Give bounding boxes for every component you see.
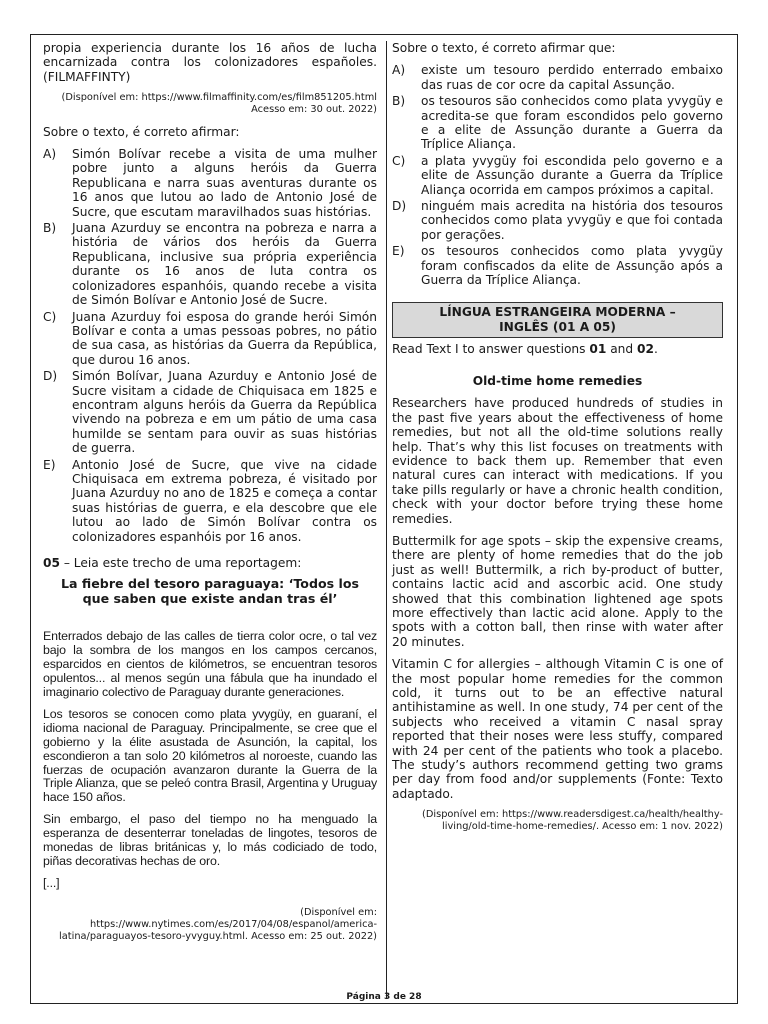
option-c[interactable]: C) a plata yvygüy foi escondida pelo governo e a elite de Assunção durante a Guerra da Tríplice Aliança ocorrida em campos próximos a capital. bbox=[392, 153, 723, 197]
article-title-es: La fiebre del tesoro paraguaya: ‘Todos los que saben que existe andan tras él’ bbox=[61, 576, 359, 607]
option-b[interactable]: B) os tesouros são conhecidos como plata yvygüy e acredita-se que foram escondidos pelo governo e a elite de Assunção durante a Guerra da Tríplice Aliança. bbox=[392, 94, 723, 152]
page-number: Página 3 de 28 bbox=[346, 992, 422, 1002]
section-header bbox=[392, 302, 723, 338]
section-header-line: INGLÊS (01 A 05) bbox=[499, 319, 616, 334]
section-header-line: LÍNGUA ESTRANGEIRA MODERNA – bbox=[439, 304, 676, 319]
question-ref: 02 bbox=[637, 341, 654, 356]
option-a[interactable]: A) existe um tesouro perdido enterrado embaixo das ruas de cor ocre da capital Assunção. bbox=[392, 63, 723, 92]
article-source: (Disponível em: https://www.nytimes.com/es/2017/04/08/espanol/america-latina/paraguayos-tesoro-yvyguy.html. Acesso em: 25 out. 2022) bbox=[59, 906, 377, 943]
article-title: Old-time home remedies bbox=[472, 373, 643, 388]
read-instruction: Read Text I to answer questions 01 and 02. bbox=[392, 341, 658, 356]
option-d[interactable]: D) Simón Bolívar, Juana Azurduy e Antonio José de Sucre visitam a cidade de Chiquisaca em 1825 e encontram alguns heróis da Guerra da República vivendo na pobreza e em um pátio de uma casa humilde se sentam para ouvir as suas histórias de guerra. bbox=[43, 369, 377, 456]
answer-options bbox=[392, 63, 723, 287]
article-paragraph: Vitamin C for allergies – although Vitamin C is one of the most popular home remedies for the common cold, it turns out to be an effective natural antihistamine as well. In one study, 74 per cent of the subjects who received a vitamin C nasal spray reported that their noses were less stuffy, compared with 24 per cent of the patients who took a placebo. The study’s authors recommend getting two grams per day from food and/or supplements (Fonte: Texto adaptado. bbox=[392, 657, 723, 801]
question-prompt: Sobre o texto, é correto afirmar que: bbox=[392, 41, 616, 55]
article-source: (Disponível em: https://www.readersdigest.ca/health/healthy-living/old-time-home-remedies/. Acesso em: 1 nov. 2022) bbox=[422, 809, 723, 833]
article-ellipsis: [...] bbox=[43, 875, 60, 890]
right-column bbox=[392, 41, 723, 834]
article-paragraph: Enterrados debajo de las calles de tierra color ocre, o tal vez bajo la sombra de los mangos en los campos cercanos, esparcidos en cientos de kilómetros, se encuentran tesoros opulentos... al menos según una fábula que ha inundado el imaginario colectivo de Paraguay durante generaciones. bbox=[43, 629, 377, 700]
option-d[interactable]: D) ninguém mais acredita na história dos tesouros conhecidos como plata yvygüy e que foi contada por gerações. bbox=[392, 199, 723, 242]
question-prompt: Sobre o texto, é correto afirmar: bbox=[43, 124, 240, 139]
article-paragraph: Buttermilk for age spots – skip the expensive creams, there are plenty of home remedies that do the job just as well! Buttermilk, a rich by-product of butter, contains lactic acid and ascorbic acid. One study showed that this combination lightened age spots more effectively than lactic acid alone. Apply to the spots with a cotton ball, then rinse with water after 20 minutes. bbox=[392, 533, 723, 649]
answer-options bbox=[43, 147, 377, 544]
option-b[interactable]: B) Juana Azurduy se encontra na pobreza e narra a história de vários dos heróis da Guerra Republicana, inclusive sua própria experiência durante os 16 anos de luta contra os colonizadores espanhóis, quando recebe a visita de Simón Bolívar e Antonio José de Sucre. bbox=[43, 221, 377, 308]
intro-paragraph: propia experiencia durante los 16 años de lucha encarnizada contra los colonizadores españoles. (FILMAFFINTY) bbox=[43, 41, 377, 84]
article-paragraph: Sin embargo, el paso del tiempo no ha menguado la esperanza de desenterrar toneladas de lingotes, tesoros de monedas de libras británicas y, lo más codiciado de todo, piñas decorativas hechas de oro. bbox=[43, 812, 377, 868]
option-c[interactable]: C) Juana Azurduy foi esposa do grande herói Simón Bolívar e conta a umas pessoas pobres, no pátio de sua casa, as histórias da Guerra da República, que durou 16 anos. bbox=[43, 309, 377, 367]
left-column bbox=[43, 41, 377, 943]
intro-source: (Disponível em: https://www.filmaffinity.com/es/film851205.html Acesso em: 30 out. 2022) bbox=[61, 92, 377, 116]
article-paragraph: Los tesoros se conocen como plata yvygüy, en guaraní, el idioma nacional de Paraguay. Principalmente, se cree que el gobierno y la élite asustada de Asunción, la capital, los escondieron a tan solo 20 kilómetros al noroeste, cuando las fuerzas de ocupación avanzaron durante la Guerra de la Triple Alianza, que se peleó contra Brasil, Argentina y Uruguay hace 150 años. bbox=[43, 706, 377, 805]
question-5-heading bbox=[43, 556, 377, 570]
exam-page bbox=[30, 34, 738, 1004]
option-a[interactable]: A) Simón Bolívar recebe a visita de uma mulher pobre junto a alguns heróis da Guerra Republicana e narra suas aventuras durante os 16 anos que lutou ao lado de Antonio José de Sucre, que escutam maravilhados suas histórias. bbox=[43, 147, 377, 219]
article-paragraph: Researchers have produced hundreds of studies in the past five years about the effectiveness of home remedies, but not all the old-time solutions really help. That’s why this list focuses on treatments with evidence to back them up. Remember that even natural cures can interact with medications. If you take pills regularly or have a chronic health condition, check with your doctor before trying these home remedies. bbox=[392, 396, 723, 526]
question-5-prompt: – Leia este trecho de uma reportagem: bbox=[59, 556, 302, 570]
question-number: 05 bbox=[43, 556, 60, 570]
column-divider bbox=[386, 41, 387, 999]
question-ref: 01 bbox=[589, 341, 607, 356]
option-e[interactable]: E) Antonio José de Sucre, que vive na cidade Chiquisaca em extrema pobreza, é visitado por Juana Azurduy no ano de 1825 e começa a contar suas histórias de guerra, e ela descobre que ele lutou ao lado de Simón Bolívar contra os colonizadores espanhóis por 16 anos. bbox=[43, 457, 377, 544]
option-e[interactable]: E) os tesouros conhecidos como plata yvygüy foram confiscados da elite de Assunção após a Guerra da Tríplice Aliança. bbox=[392, 244, 723, 288]
